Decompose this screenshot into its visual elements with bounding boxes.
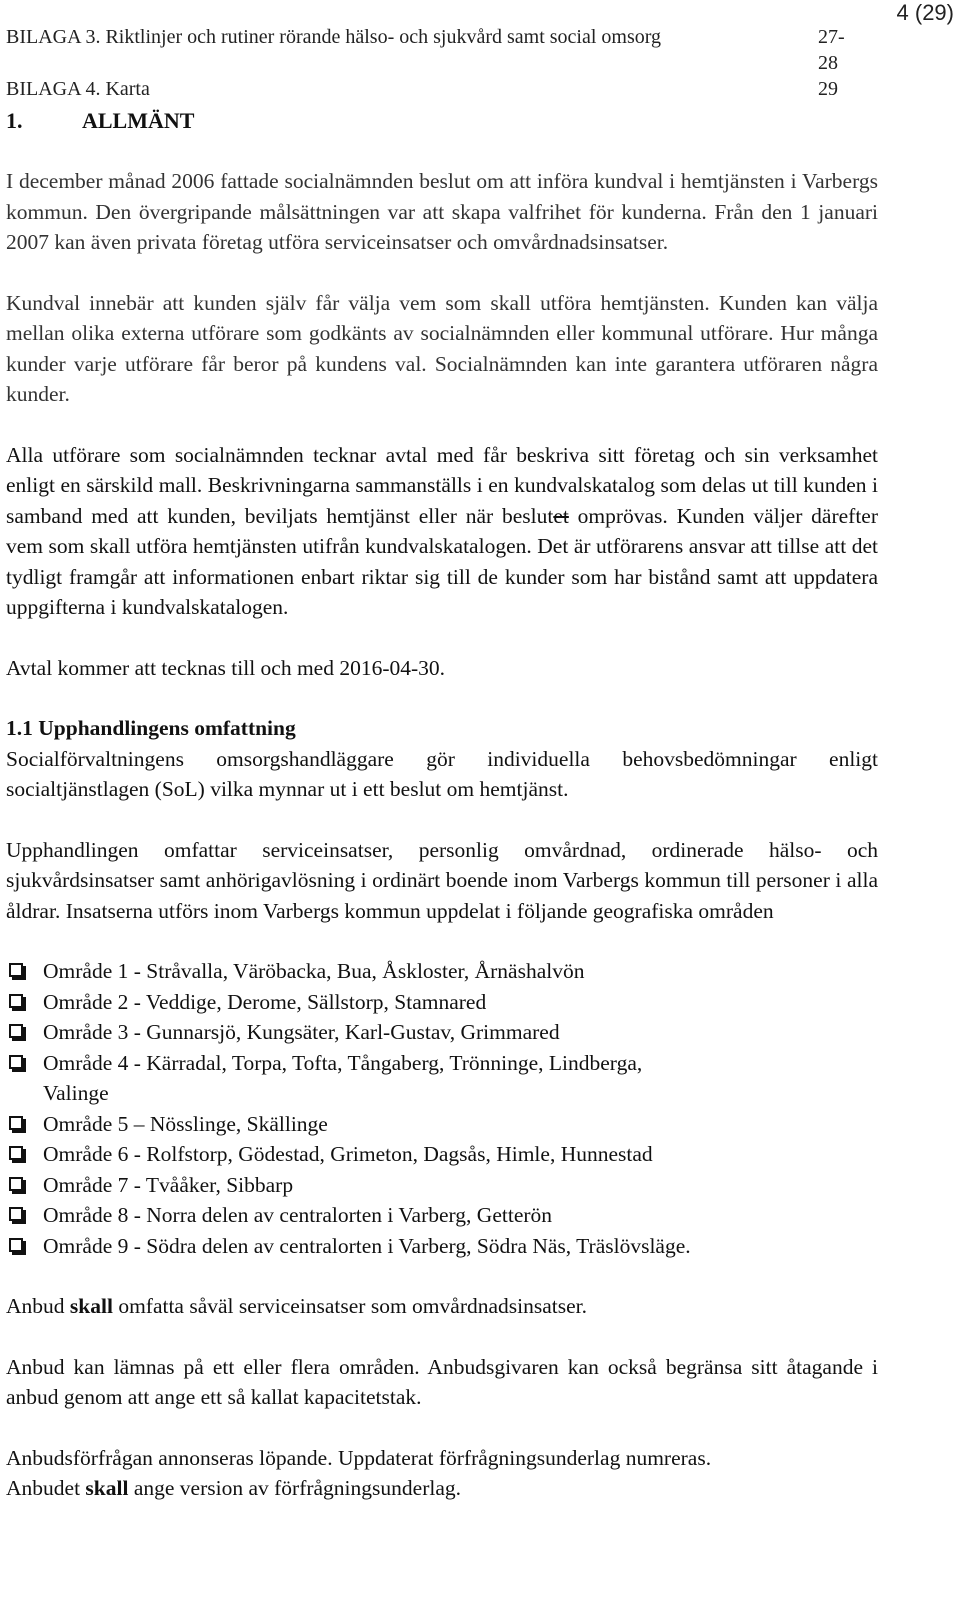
struck-text: et <box>553 503 569 528</box>
list-item <box>6 1109 878 1140</box>
emphasis-text: skall <box>69 1294 113 1318</box>
list-item <box>6 987 878 1018</box>
checkbox-icon <box>9 1238 23 1252</box>
checkbox-icon <box>9 963 23 977</box>
toc-entry-label: BILAGA 4. Karta <box>6 78 150 100</box>
toc-entry <box>6 24 856 76</box>
paragraph <box>6 440 878 623</box>
toc-entry <box>6 76 856 102</box>
checkbox-icon <box>9 1055 23 1069</box>
toc-entry-page: 27-28 <box>818 26 845 74</box>
list-item-text: Område 6 - Rolfstorp, Gödestad, Grimeton, Dagsås, Himle, Hunnestad <box>43 1142 653 1166</box>
list-item-text: Område 2 - Veddige, Derome, Sällstorp, Stamnared <box>43 989 487 1014</box>
list-item <box>6 1170 878 1201</box>
list-item <box>6 956 878 987</box>
list-item <box>6 1139 878 1170</box>
list-item <box>6 1200 878 1231</box>
subsection-heading: 1.1 Upphandlingens omfattning <box>6 716 296 740</box>
list-item-text: Område 3 - Gunnarsjö, Kungsäter, Karl-Gustav, Grimmared <box>43 1020 560 1044</box>
checkbox-icon <box>9 1177 23 1191</box>
paragraph-text: Alla utförare som socialnämnden tecknar avtal med får beskriva sitt företag och sin verksamhet enligt en särskild mall. Beskrivningarna sammanställs i en kundvalskatalog som delas ut till kunden i samband med att kunden, beviljats hemtjänst eller när beslut <box>6 442 878 528</box>
paragraph-text: omprövas. Kunden väljer därefter vem som skall utföra hemtjänsten utifrån kundvalskatalogen. Det är utförarens ansvar att tillse att det tydligt framgår att informationen enbart riktar sig till de kunder som har bistånd samt att uppdatera uppgifterna i kundvalskatalogen. <box>6 503 878 619</box>
paragraph-text: Anbudsförfrågan annonseras löpande. Uppdaterat förfrågningsunderlag numreras. <box>6 1445 712 1470</box>
paragraph <box>6 1443 878 1504</box>
checkbox-icon <box>9 1207 23 1221</box>
paragraph: Socialförvaltningens omsorgshandläggare gör individuella behovsbedömningar enligt socialtjänstlagen (SoL) vilka mynnar ut i ett beslut om hemtjänst. <box>6 746 878 801</box>
list-item <box>6 1231 878 1262</box>
toc-entry-label: BILAGA 3. Riktlinjer och rutiner rörande hälso- och sjukvård samt social omsorg <box>6 26 662 48</box>
section-heading <box>6 106 878 136</box>
toc-entry-page: 29 <box>818 78 838 100</box>
page-number: 4 (29) <box>896 0 954 25</box>
list-item <box>6 1048 878 1109</box>
list-item-text: Område 8 - Norra delen av centralorten i Varberg, Getterön <box>43 1203 553 1227</box>
table-of-contents <box>6 24 856 102</box>
section-title: ALLMÄNT <box>82 108 195 133</box>
emphasis-text: skall <box>85 1476 129 1500</box>
list-item-text: Område 5 – Nösslinge, Skällinge <box>43 1111 328 1136</box>
paragraph: Anbud kan lämnas på ett eller flera områden. Anbudsgivaren kan också begränsa sitt åtagande i anbud genom att ange ett så kallat kapacitetstak. <box>6 1354 878 1409</box>
list-item-text: Område 9 - Södra delen av centralorten i Varberg, Södra Näs, Träslövsläge. <box>43 1233 691 1258</box>
checkbox-icon <box>9 994 23 1008</box>
paragraph-text: Anbud <box>6 1294 70 1318</box>
area-list <box>6 956 878 1261</box>
paragraph-text: ange version av förfrågningsunderlag. <box>128 1476 461 1500</box>
paragraph: Upphandlingen omfattar serviceinsatser, personlig omvårdnad, ordinerade hälso- och sjukvårdsinsatser samt anhörigavlösning i ordinärt boende inom Varbergs kommun till personer i alla åldrar. Insatserna utförs inom Varbergs kommun uppdelat i följande geografiska områden <box>6 837 878 923</box>
list-item-text: Område 1 - Stråvalla, Väröbacka, Bua, Åskloster, Årnäshalvön <box>43 959 585 983</box>
list-item <box>6 1017 878 1048</box>
paragraph: Avtal kommer att tecknas till och med 2016-04-30. <box>6 655 446 680</box>
paragraph-text: Anbudet <box>6 1476 86 1500</box>
document-body <box>6 106 878 1534</box>
paragraph-text: omfatta såväl serviceinsatser som omvårdnadsinsatser. <box>112 1294 587 1318</box>
checkbox-icon <box>9 1024 23 1038</box>
checkbox-icon <box>9 1116 23 1130</box>
checkbox-icon <box>9 1146 23 1160</box>
list-item-text: Område 4 - Kärradal, Torpa, Tofta, Tångaberg, Trönninge, Lindberga, Valinge <box>43 1050 643 1105</box>
section-number: 1. <box>6 108 23 133</box>
paragraph <box>6 1291 878 1322</box>
paragraph: I december månad 2006 fattade socialnämnden beslut om att införa kundval i hemtjänsten i Varbergs kommun. Den övergripande målsättningen var att skapa valfrihet för kunderna. Från den 1 januari 2007 kan även privata företag utföra serviceinsatser och omvårdnadsinsatser. <box>6 169 878 254</box>
list-item-text: Område 7 - Tvååker, Sibbarp <box>43 1172 294 1197</box>
paragraph: Kundval innebär att kunden själv får välja vem som skall utföra hemtjänsten. Kunden kan välja mellan olika externa utförare som godkänts av socialnämnden eller kommunal utförare. Hur många kunder varje utförare får beror på kundens val. Socialnämnden kan inte garantera utföraren några kunder. <box>6 290 878 406</box>
